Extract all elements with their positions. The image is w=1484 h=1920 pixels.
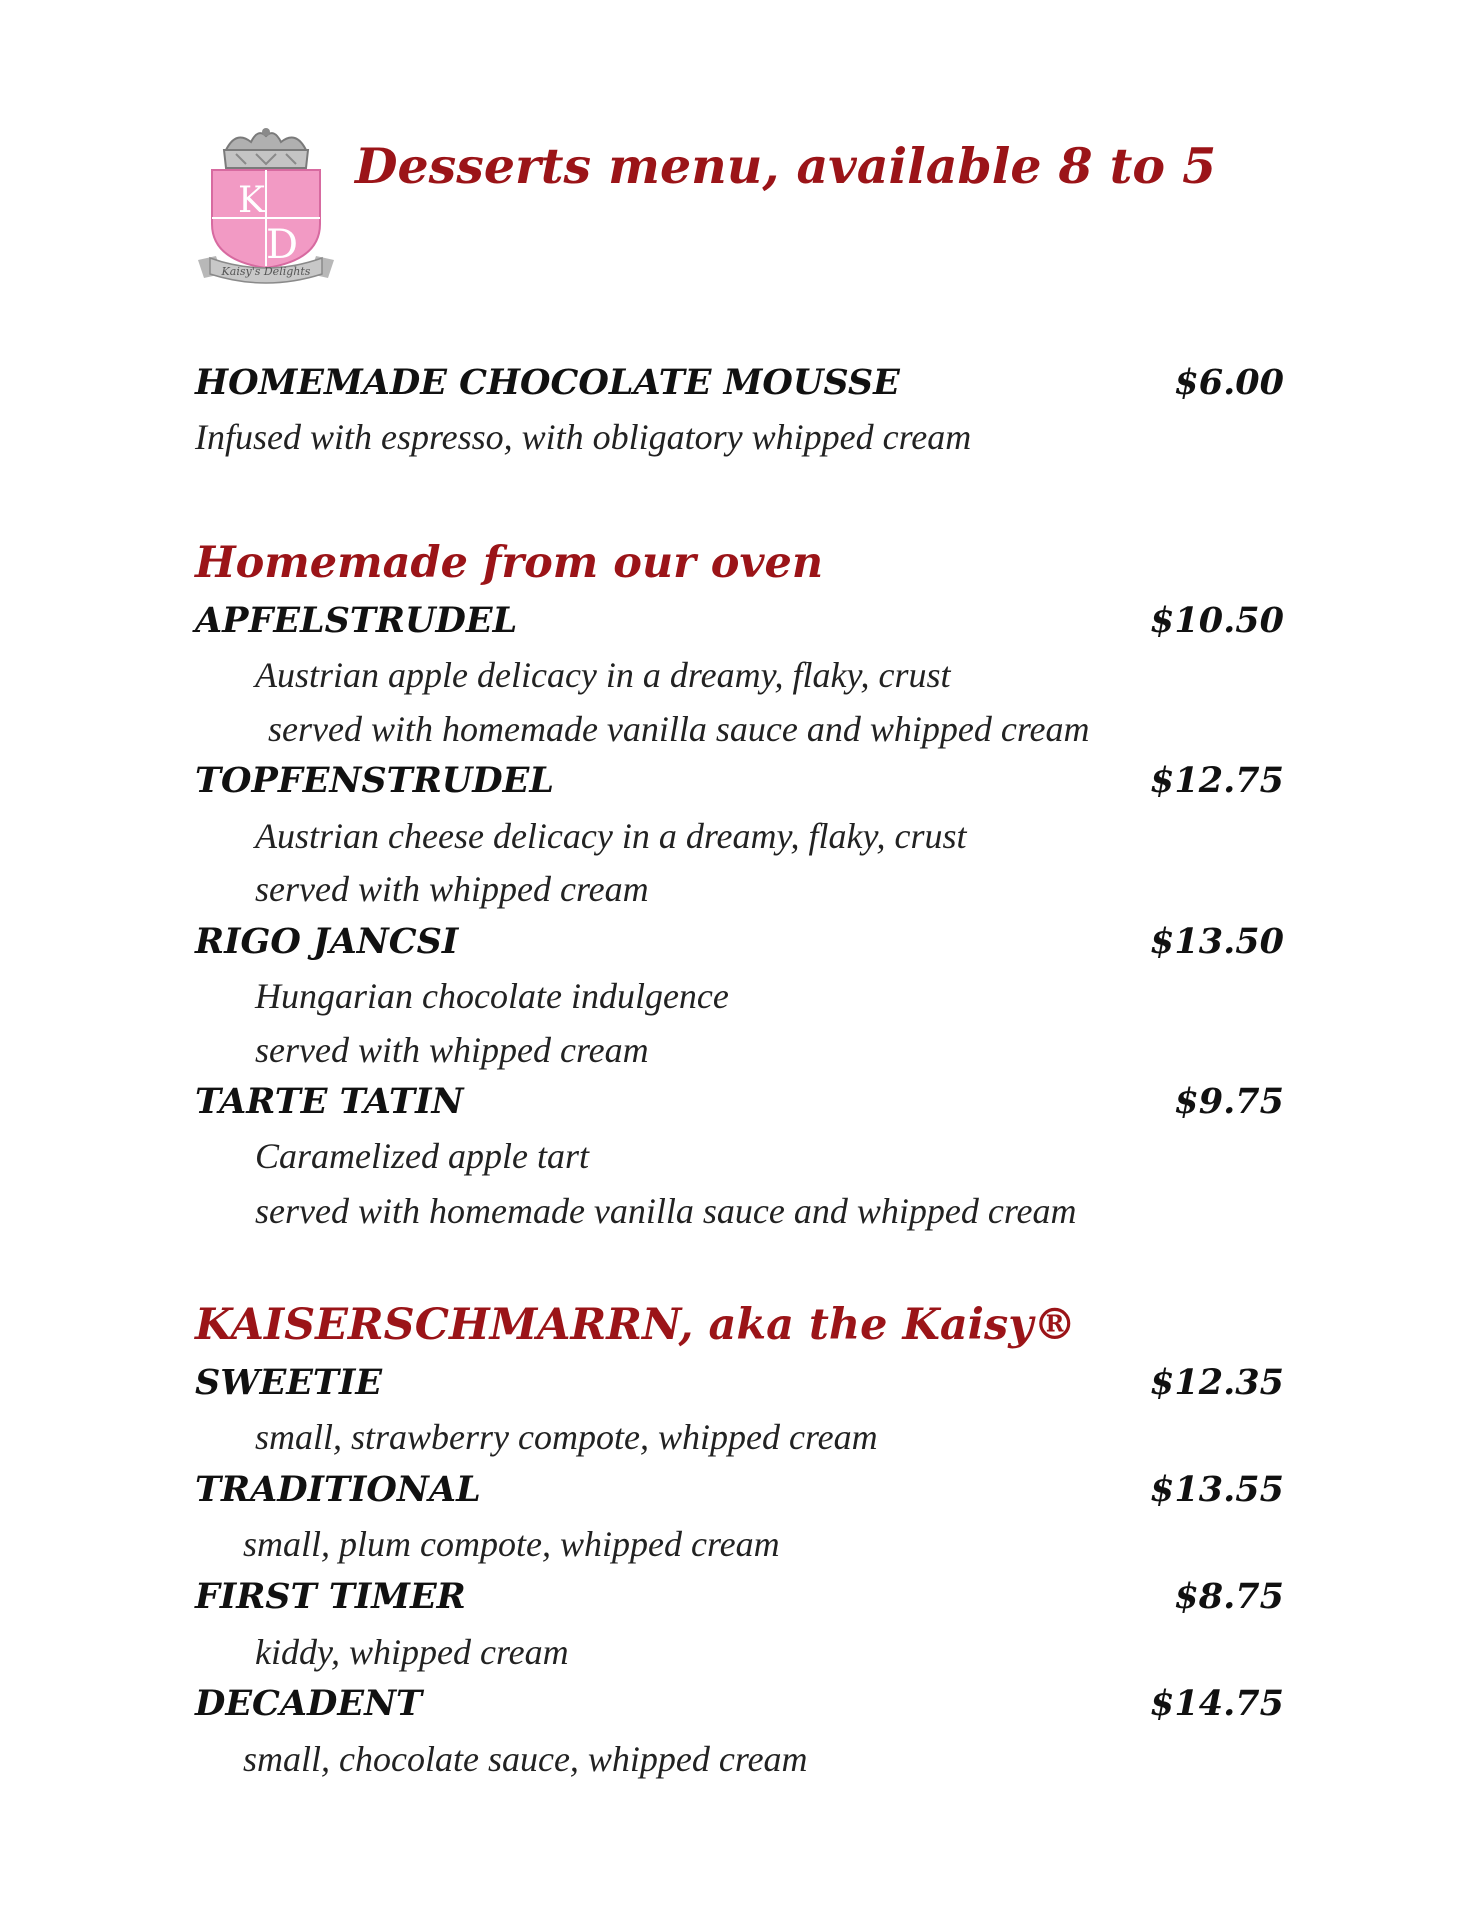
page-title: Desserts menu, available 8 to 5: [355, 137, 1217, 195]
menu-item-desc-line2: served with homemade vanilla sauce and whipped cream: [268, 709, 1090, 749]
menu-item-desc-line1: small, strawberry compote, whipped cream: [255, 1417, 878, 1457]
menu-item-name: TARTE TATIN: [195, 1081, 464, 1122]
menu-item-price: $12.35: [1150, 1362, 1284, 1403]
menu-item-price: $8.75: [1174, 1576, 1284, 1617]
featured-item-description: Infused with espresso, with obligatory whipped cream: [195, 417, 972, 457]
kaisys-delights-logo: [196, 128, 336, 286]
menu-item-desc-line2: served with whipped cream: [255, 1030, 649, 1070]
section-title-kaiserschmarrn: KAISERSCHMARRN, aka the Kaisy®: [195, 1300, 1077, 1350]
logo-monogram-k: K: [238, 180, 265, 221]
crown-icon: [224, 128, 308, 168]
menu-item-desc-line1: small, plum compote, whipped cream: [243, 1524, 780, 1564]
menu-item-name: RIGO JANCSI: [195, 921, 459, 962]
menu-item-desc-line1: Caramelized apple tart: [255, 1136, 589, 1176]
menu-item-price: $9.75: [1174, 1081, 1284, 1122]
menu-item-price: $12.75: [1150, 760, 1284, 801]
menu-item-price: $13.55: [1150, 1469, 1284, 1510]
menu-item-name: DECADENT: [195, 1683, 423, 1724]
menu-item-name: SWEETIE: [195, 1362, 383, 1403]
menu-item-desc-line1: Austrian cheese delicacy in a dreamy, flaky, crust: [255, 816, 967, 856]
menu-item-price: $13.50: [1150, 921, 1284, 962]
menu-item-name: TRADITIONAL: [195, 1469, 481, 1510]
logo-monogram-d: D: [266, 222, 299, 268]
menu-item-name: TOPFENSTRUDEL: [195, 760, 554, 801]
menu-item-desc-line1: kiddy, whipped cream: [255, 1632, 569, 1672]
menu-item-price: $10.50: [1150, 600, 1284, 641]
menu-item-desc-line1: small, chocolate sauce, whipped cream: [243, 1739, 808, 1779]
menu-item-desc-line1: Hungarian chocolate indulgence: [255, 976, 729, 1016]
featured-item-price: $6.00: [1174, 362, 1284, 403]
menu-item-name: FIRST TIMER: [195, 1576, 466, 1617]
menu-item-desc-line1: Austrian apple delicacy in a dreamy, flaky, crust: [255, 655, 951, 695]
menu-item-desc-line2: served with whipped cream: [255, 869, 649, 909]
menu-item-price: $14.75: [1150, 1683, 1284, 1724]
section-title-oven: Homemade from our oven: [195, 538, 824, 588]
logo-ribbon-text: Kaisy's Delights: [221, 265, 311, 278]
menu-item-name: APFELSTRUDEL: [195, 600, 518, 641]
featured-item-name: HOMEMADE CHOCOLATE MOUSSE: [195, 362, 900, 403]
menu-item-desc-line2: served with homemade vanilla sauce and whipped cream: [255, 1191, 1077, 1231]
